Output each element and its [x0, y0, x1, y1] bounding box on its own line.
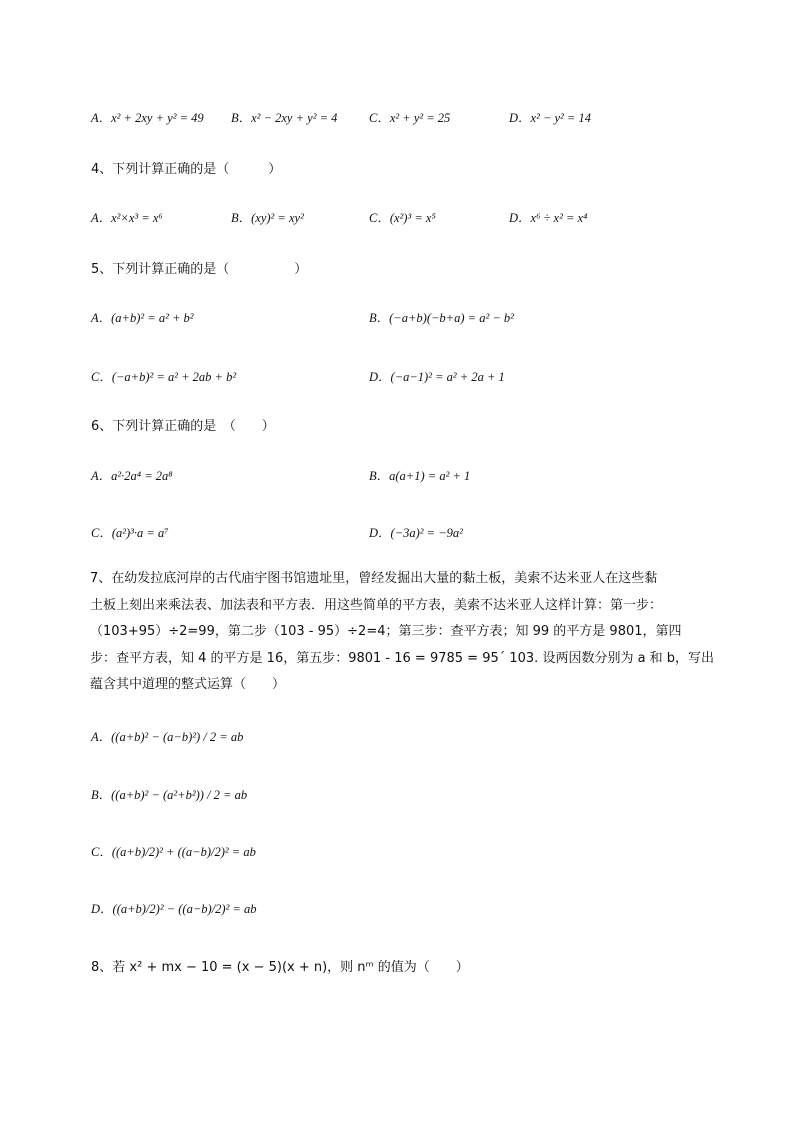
q7-stem-line-2: 土板上刻出来乘法表、加法表和平方表．用这些简单的平方表，美索不达米亚人这样计算：第一步：: [90, 597, 663, 613]
q8-stem: 8、若 x² + mx − 10 = (x − 5)(x + n)，则 nᵐ 的值为（ ）: [91, 960, 469, 975]
q6-option-b: B．a(a+1) = a² + 1: [369, 469, 471, 483]
q4-option-c: C．(x²)³ = x⁵: [369, 211, 436, 225]
q5-option-a: A．(a+b)² = a² + b²: [91, 311, 194, 325]
q4-stem: 4、下列计算正确的是（ ）: [91, 162, 282, 177]
q3-option-d: D．x² − y² = 14: [509, 111, 591, 125]
q3-option-c: C．x² + y² = 25: [369, 111, 451, 125]
q3-option-b: B．x² − 2xy + y² = 4: [231, 111, 338, 125]
q7-stem-line-3: （103+95）÷2=99，第二步（103 - 95）÷2=4；第三步：查平方表；知 99 的平方是 9801，第四: [90, 624, 682, 639]
q7-stem-line-4: 步：查平方表，知 4 的平方是 16，第五步：9801 - 16 = 9785 = 95´ 103. 设两因数分别为 a 和 b，写出: [90, 650, 715, 666]
q6-option-c: C．(a²)³·a = a⁷: [91, 526, 169, 540]
q5-option-d: D．(−a−1)² = a² + 2a + 1: [369, 370, 505, 384]
q6-option-d: D．(−3a)² = −9a²: [369, 526, 463, 540]
q4-option-d: D．x⁶ ÷ x² = x⁴: [509, 211, 588, 225]
q7-stem-line-5: 蕴含其中道理的整式运算（ ）: [90, 677, 286, 692]
q7-option-b: B．((a+b)² − (a²+b²)) / 2 = ab: [91, 788, 248, 802]
q7-option-d: D．((a+b)/2)² − ((a−b)/2)² = ab: [91, 902, 257, 916]
q4-option-a: A．x²×x³ = x⁶: [91, 211, 163, 225]
q7-option-c: C．((a+b)/2)² + ((a−b)/2)² = ab: [91, 845, 256, 859]
q5-option-c: C．(−a+b)² = a² + 2ab + b²: [91, 370, 237, 384]
q7-stem: [90, 566, 750, 699]
q5-stem: 5、下列计算正确的是（ ）: [91, 262, 308, 277]
q6-option-a: A．a²·2a⁴ = 2a⁸: [91, 469, 173, 483]
q3-option-a: A．x² + 2xy + y² = 49: [91, 111, 204, 125]
q4-option-row: [91, 208, 711, 228]
q3-option-row: [91, 108, 711, 128]
q7-option-a: A．((a+b)² − (a−b)²) / 2 = ab: [91, 730, 244, 744]
q6-stem: 6、下列计算正确的是 （ ）: [91, 419, 275, 434]
q4-option-b: B．(xy)² = xy²: [231, 211, 304, 225]
q5-option-b: B．(−a+b)(−b+a) = a² − b²: [369, 311, 514, 325]
q7-stem-line-1: 7、在幼发拉底河岸的古代庙宇图书馆遗址里，曾经发掘出大量的黏土板，美索不达米亚人在这些黏: [90, 571, 658, 586]
